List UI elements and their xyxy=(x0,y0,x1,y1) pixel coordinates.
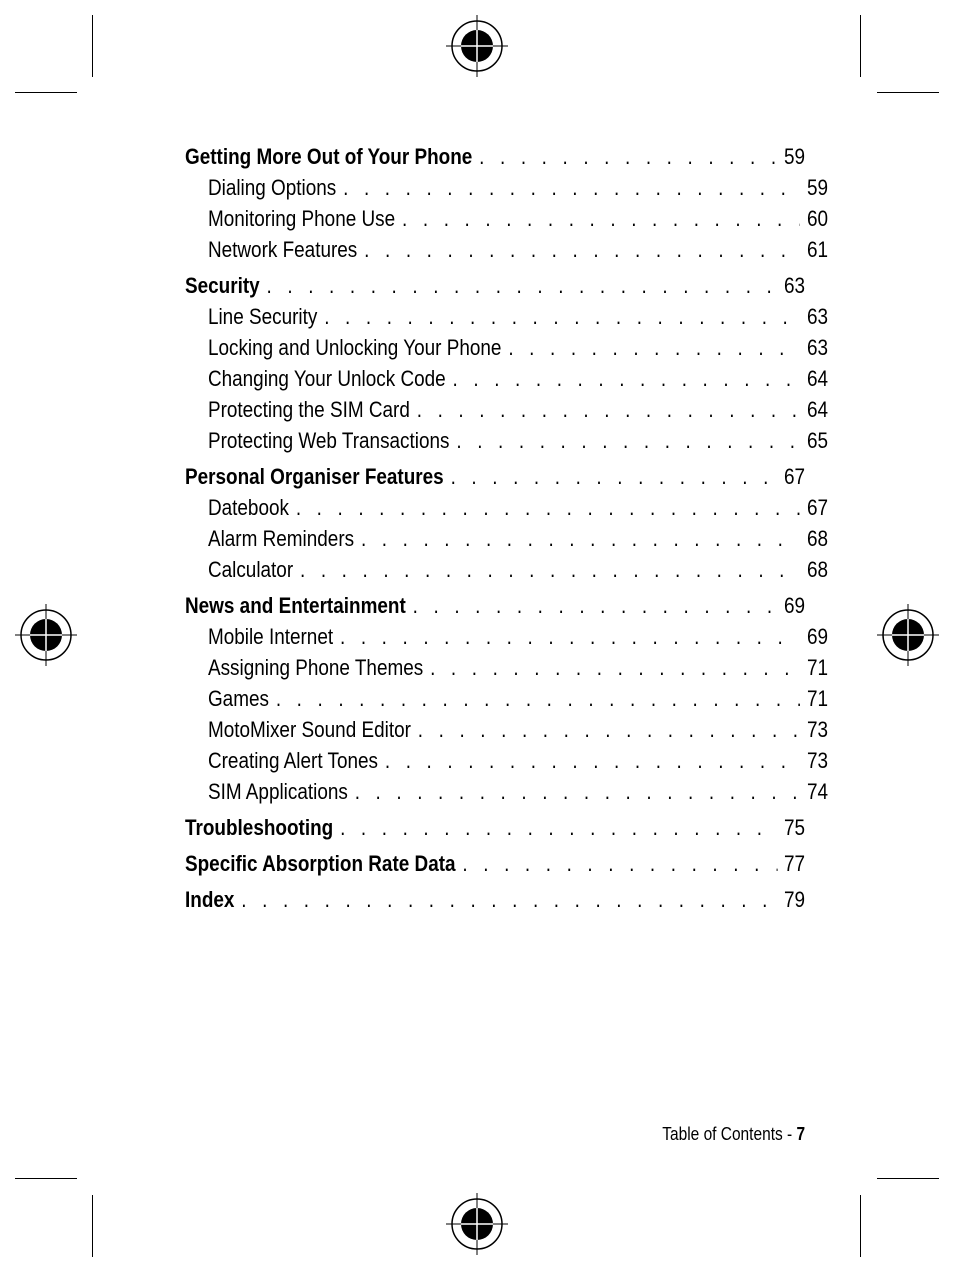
toc-entry-page: 67 xyxy=(784,464,806,489)
toc-entry-title: Dialing Options xyxy=(207,175,337,200)
toc-entry-page: 63 xyxy=(806,335,829,360)
page-footer xyxy=(662,1124,805,1145)
toc-subsection-entry[interactable] xyxy=(185,425,828,456)
toc-entry-page: 63 xyxy=(806,304,829,329)
dot-leader xyxy=(340,812,777,843)
toc-section-entry[interactable] xyxy=(185,590,805,621)
dot-leader xyxy=(324,301,800,332)
toc-entry-page: 73 xyxy=(806,717,829,742)
toc-entry-page: 75 xyxy=(784,815,806,840)
toc-subsection-entry[interactable] xyxy=(185,301,828,332)
dot-leader xyxy=(300,554,800,585)
toc-subsection-entry[interactable] xyxy=(185,621,828,652)
dot-leader xyxy=(343,172,800,203)
dot-leader xyxy=(456,425,800,456)
toc-section-entry[interactable] xyxy=(185,141,805,172)
toc-entry-page: 77 xyxy=(784,851,806,876)
registration-mark-icon xyxy=(15,604,77,666)
toc-subsection-entry[interactable] xyxy=(185,203,828,234)
crop-mark xyxy=(92,1195,93,1257)
toc-entry-title: Games xyxy=(207,686,269,711)
toc-entry-page: 59 xyxy=(784,144,806,169)
crop-mark xyxy=(92,15,93,77)
toc-subsection-entry[interactable] xyxy=(185,332,828,363)
toc-entry-title: Security xyxy=(185,273,260,298)
toc-entry-title: Line Security xyxy=(207,304,318,329)
dot-leader xyxy=(418,714,800,745)
toc-entry-title: News and Entertainment xyxy=(185,593,406,618)
dot-leader xyxy=(402,203,800,234)
toc-entry-title: Protecting Web Transactions xyxy=(207,428,450,453)
toc-entry-page: 67 xyxy=(806,495,829,520)
toc-section-entry[interactable] xyxy=(185,884,805,915)
toc-subsection-entry[interactable] xyxy=(185,745,828,776)
toc-subsection-entry[interactable] xyxy=(185,652,828,683)
dot-leader xyxy=(364,234,800,265)
toc-entry-title: Getting More Out of Your Phone xyxy=(185,144,473,169)
dot-leader xyxy=(453,363,801,394)
toc-entry-page: 65 xyxy=(806,428,829,453)
toc-entry-page: 68 xyxy=(806,526,829,551)
toc-entry-title: Alarm Reminders xyxy=(207,526,355,551)
toc-subsection-entry[interactable] xyxy=(185,394,828,425)
toc-subsection-entry[interactable] xyxy=(185,554,828,585)
dot-leader xyxy=(413,590,777,621)
toc-subsection-entry[interactable] xyxy=(185,172,828,203)
toc-entry-title: Datebook xyxy=(207,495,289,520)
toc-entry-page: 69 xyxy=(806,624,829,649)
dot-leader xyxy=(417,394,800,425)
toc-entry-page: 61 xyxy=(806,237,829,262)
registration-mark-icon xyxy=(446,15,508,77)
toc-entry-page: 69 xyxy=(784,593,806,618)
toc-entry-page: 63 xyxy=(784,273,806,298)
toc-subsection-entry[interactable] xyxy=(185,492,828,523)
toc-entry-page: 71 xyxy=(806,686,829,711)
toc-subsection-entry[interactable] xyxy=(185,363,828,394)
toc-entry-title: Creating Alert Tones xyxy=(207,748,378,773)
toc-section-entry[interactable] xyxy=(185,812,805,843)
toc-entry-page: 74 xyxy=(806,779,829,804)
toc-entry-title: Locking and Unlocking Your Phone xyxy=(207,335,502,360)
toc-entry-title: Changing Your Unlock Code xyxy=(207,366,446,391)
dot-leader xyxy=(451,461,778,492)
crop-mark xyxy=(15,92,77,93)
toc-entry-title: Assigning Phone Themes xyxy=(207,655,424,680)
toc-entry-page: 68 xyxy=(806,557,829,582)
dot-leader xyxy=(430,652,800,683)
toc-entry-title: Specific Absorption Rate Data xyxy=(185,851,456,876)
toc-entry-title: Network Features xyxy=(207,237,358,262)
toc-subsection-entry[interactable] xyxy=(185,523,828,554)
dot-leader xyxy=(276,683,800,714)
toc-section-entry[interactable] xyxy=(185,848,805,879)
toc-subsection-entry[interactable] xyxy=(185,234,828,265)
toc-subsection-entry[interactable] xyxy=(185,714,828,745)
dot-leader xyxy=(385,745,800,776)
crop-mark xyxy=(877,1178,939,1179)
toc-entry-title: Calculator xyxy=(207,557,294,582)
toc-entry-title: SIM Applications xyxy=(207,779,348,804)
toc-entry-page: 64 xyxy=(806,366,829,391)
toc-entry-title: Index xyxy=(185,887,235,912)
dot-leader xyxy=(355,776,800,807)
dot-leader xyxy=(296,492,800,523)
toc-entry-page: 71 xyxy=(806,655,829,680)
dot-leader xyxy=(508,332,800,363)
toc-entry-page: 60 xyxy=(806,206,829,231)
toc-subsection-entry[interactable] xyxy=(185,683,828,714)
dot-leader xyxy=(361,523,800,554)
toc-entry-title: Monitoring Phone Use xyxy=(207,206,396,231)
crop-mark xyxy=(860,1195,861,1257)
toc-entry-title: Mobile Internet xyxy=(207,624,334,649)
toc-entry-page: 59 xyxy=(806,175,829,200)
registration-mark-icon xyxy=(877,604,939,666)
dot-leader xyxy=(340,621,800,652)
crop-mark xyxy=(860,15,861,77)
toc-entry-title: MotoMixer Sound Editor xyxy=(207,717,411,742)
toc-entry-page: 64 xyxy=(806,397,829,422)
toc-entry-title: Personal Organiser Features xyxy=(185,464,444,489)
footer-label: Table of Contents - xyxy=(662,1124,797,1144)
crop-mark xyxy=(877,92,939,93)
page-number: 7 xyxy=(796,1124,805,1144)
dot-leader xyxy=(241,884,777,915)
toc-section-entry[interactable] xyxy=(185,270,805,301)
dot-leader xyxy=(267,270,778,301)
toc-entry-title: Protecting the SIM Card xyxy=(207,397,410,422)
table-of-contents xyxy=(185,141,829,915)
toc-entry-page: 73 xyxy=(806,748,829,773)
toc-entry-title: Troubleshooting xyxy=(185,815,334,840)
toc-section-entry[interactable] xyxy=(185,461,805,492)
registration-mark-icon xyxy=(446,1193,508,1255)
toc-subsection-entry[interactable] xyxy=(185,776,828,807)
crop-mark xyxy=(15,1178,77,1179)
dot-leader xyxy=(462,848,777,879)
dot-leader xyxy=(479,141,777,172)
toc-entry-page: 79 xyxy=(784,887,806,912)
